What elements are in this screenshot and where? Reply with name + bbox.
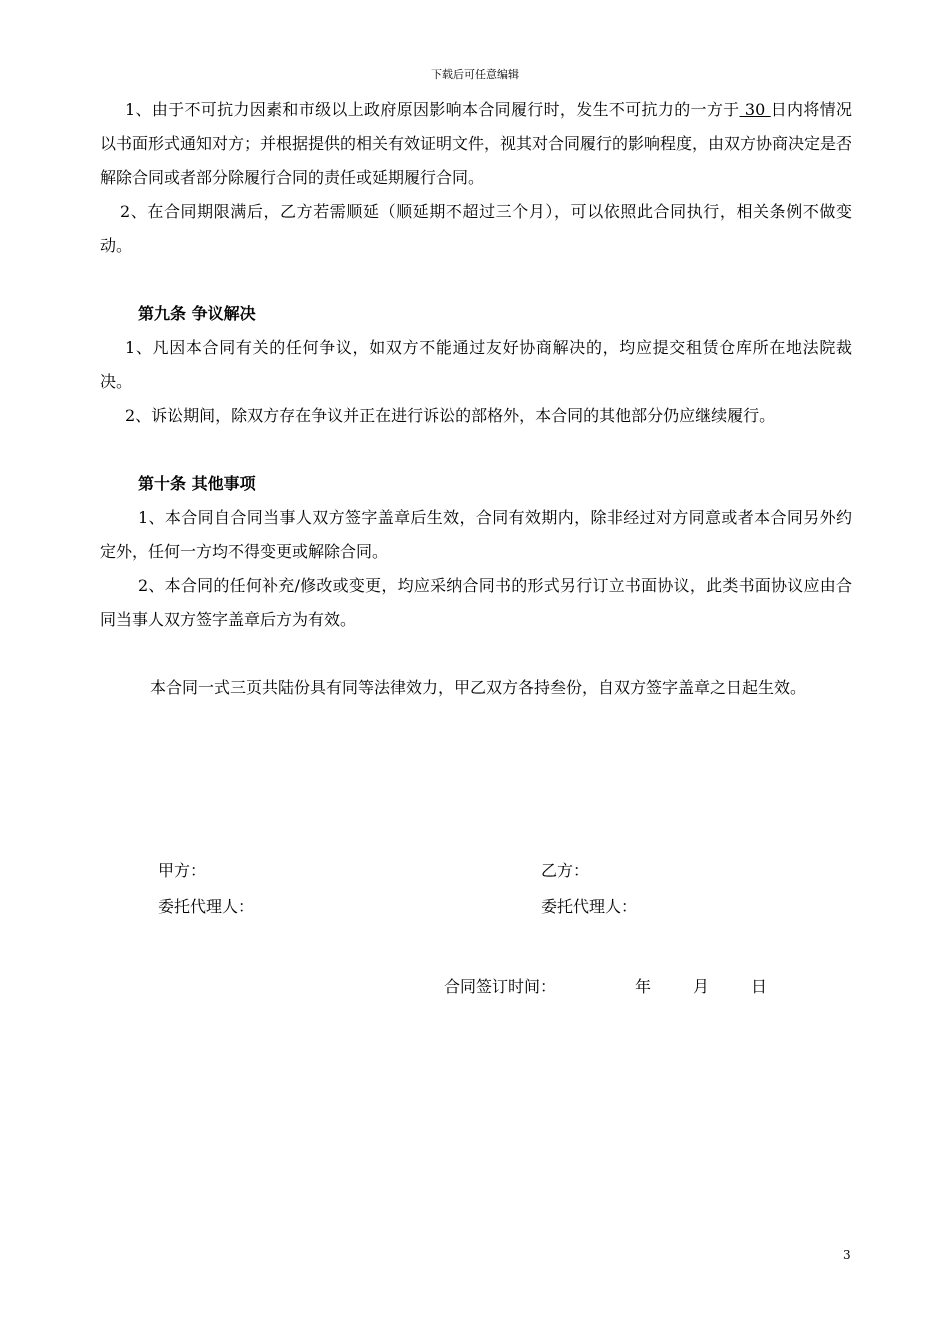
year-label: 年 [635, 977, 652, 996]
article-9-clause-2: 2、诉讼期间，除双方存在争议并正在进行诉讼的部格外，本合同的其他部分仍应继续履行。 [125, 406, 776, 425]
party-b-label: 乙方： [541, 861, 590, 880]
signature-row-agents [158, 889, 718, 925]
article-10-clause-2: 2、本合同的任何补充/修改或变更，均应采纳合同书的形式另行订立书面协议，此类书面协议应由合同当事人双方签字盖章后方为有效。 [100, 576, 852, 629]
agent-b-label: 委托代理人： [541, 897, 638, 916]
article-9-clause-1: 1、凡因本合同有关的任何争议，如双方不能通过友好协商解决的，均应提交租赁仓库所在地法院裁决。 [100, 338, 852, 391]
agent-a-label: 委托代理人： [158, 897, 255, 916]
article-9-title: 第九条 争议解决 [138, 304, 256, 323]
clause-extension: 2、在合同期限满后，乙方若需顺延（顺延期不超过三个月），可以依照此合同执行，相关条例不做变动。 [100, 202, 852, 255]
clause-force-majeure [100, 93, 852, 195]
signing-date-label: 合同签订时间： [444, 977, 557, 996]
spacer [100, 433, 852, 467]
signing-date-line [444, 970, 767, 1004]
closing-statement: 本合同一式三页共陆份具有同等法律效力，甲乙双方各持叁份，自双方签字盖章之日起生效。 [150, 678, 807, 697]
article-10-title: 第十条 其他事项 [138, 474, 256, 493]
document-body [100, 93, 852, 705]
clause-text: 1、由于不可抗力因素和市级以上政府原因影响本合同履行时，发生不可抗力的一方于 [125, 100, 740, 119]
month-label: 月 [693, 977, 710, 996]
signature-row-parties [158, 853, 718, 889]
notice-days-field: 30 [739, 100, 771, 119]
article-10-clause-1: 1、本合同自合同当事人双方签字盖章后生效，合同有效期内，除非经过对方同意或者本合同另外约定外，任何一方均不得变更或解除合同。 [100, 508, 852, 561]
clause-text: 日内将情况以书面形式通知对方；并根据提供的相关有效证明文件，视其对合同履行的影响程度，由双方协商决定是否解除合同或者部分除履行合同的责任或延期履行合同。 [100, 100, 853, 187]
signature-block [158, 853, 718, 925]
page-header: 下载后可任意编辑 [431, 68, 519, 81]
party-a-label: 甲方： [158, 861, 207, 880]
spacer [100, 263, 852, 297]
page-number: 3 [843, 1248, 851, 1262]
day-label: 日 [751, 977, 768, 996]
spacer [100, 637, 852, 671]
